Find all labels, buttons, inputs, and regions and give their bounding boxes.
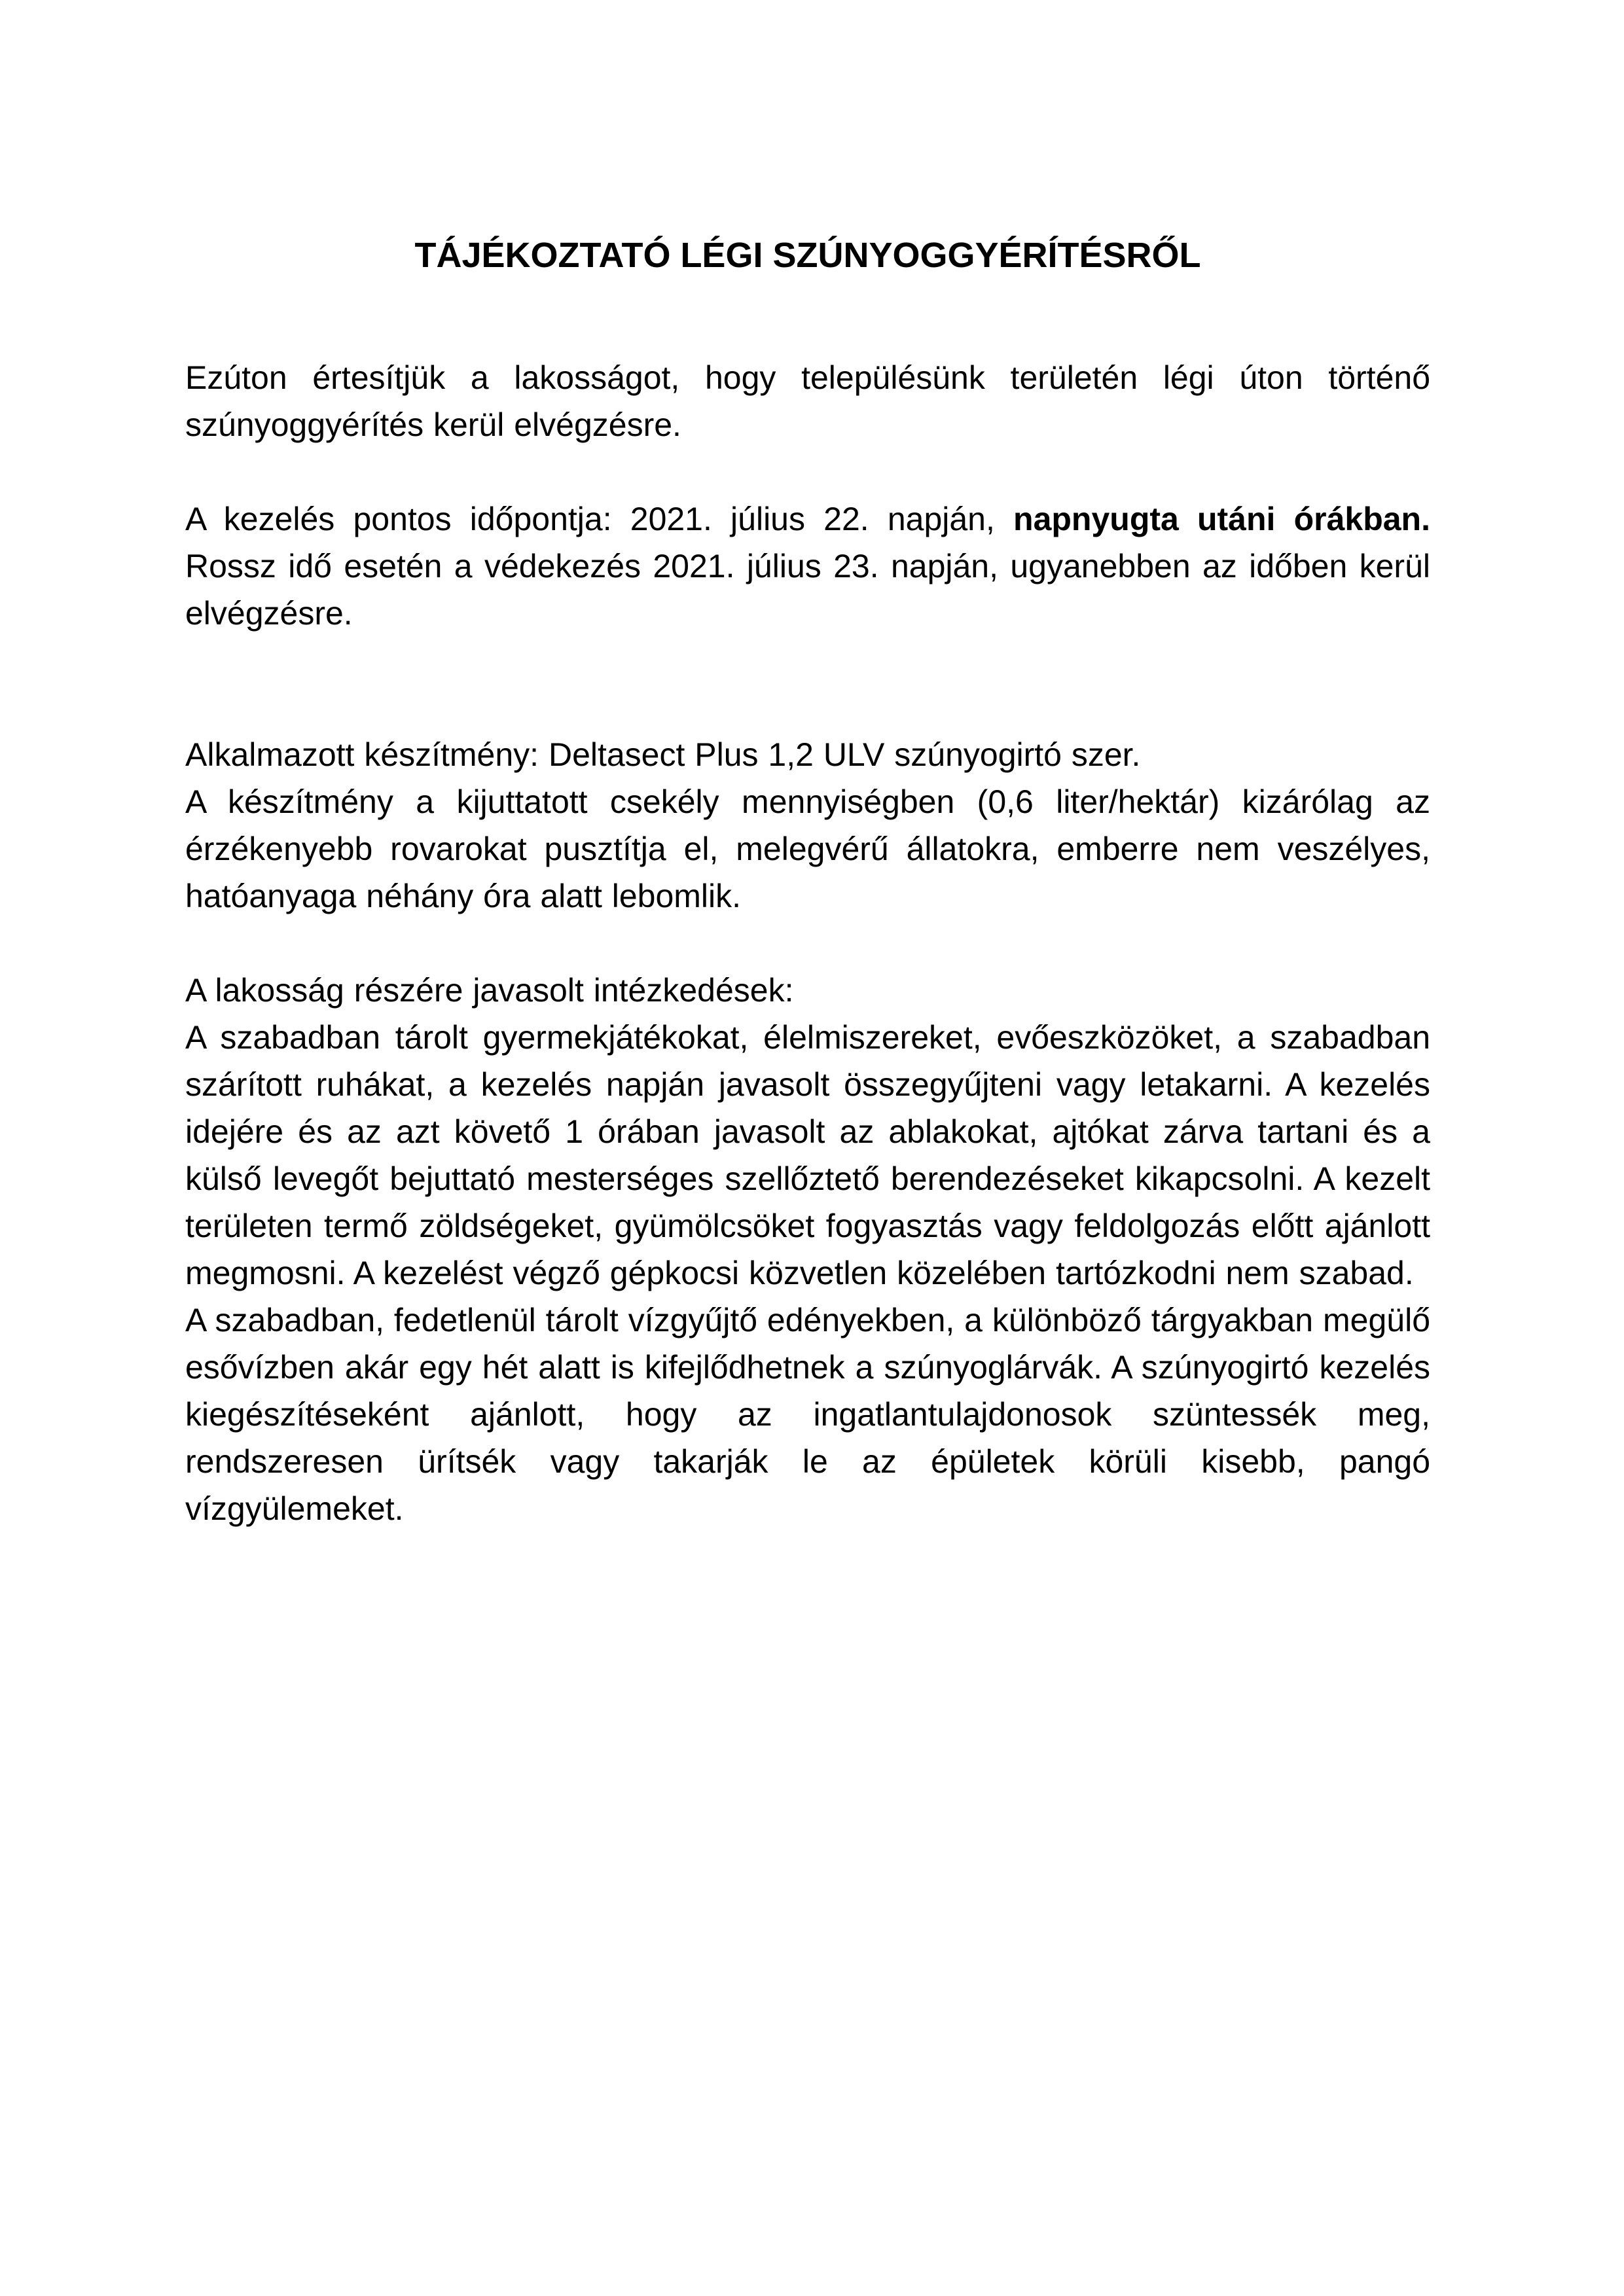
- treatment-time-bold-run: napnyugta utáni órákban.: [1013, 501, 1430, 537]
- document-body: [185, 0, 1430, 1532]
- document-title: TÁJÉKOZTATÓ LÉGI SZÚNYOGGYÉRÍTÉSRŐL: [414, 236, 1201, 275]
- paragraph-measures-details: A szabadban tárolt gyermekjátékokat, élelmiszereket, evőeszközöket, a szabadban szárított ruhákat, a kezelés napján javasolt összegyűjteni vagy letakarni. A kezelés idejére és az azt követő 1 órában javasolt az ablakokat, ajtókat zárva tartani és a külső levegőt bejuttató mesterséges szellőztető berendezéseket kikapcsolni. A kezelt területen termő zöldségeket, gyümölcsöket fogyasztás vagy feldolgozás előtt ajánlott megmosni. A kezelést végző gépkocsi közvetlen közelében tartózkodni nem szabad.: [185, 1019, 1430, 1291]
- paragraph-larvae-advice: A szabadban, fedetlenül tárolt vízgyűjtő edényekben, a különböző tárgyakban megülő esővízben akár egy hét alatt is kifejlődhetnek a szúnyoglárvák. A szúnyogirtó kezelés kiegészítéseként ajánlott, hogy az ingatlantulajdonosok szüntessék meg, rendszeresen ürítsék vagy takarják le az épületek körüli kisebb, pangó vízgyülemeket.: [185, 1302, 1430, 1527]
- paragraph-product-details: A készítmény a kijuttatott csekély mennyiségben (0,6 liter/hektár) kizárólag az érzékenyebb rovarokat pusztítja el, melegvérű állatokra, emberre nem veszélyes, hatóanyaga néhány óra alatt lebomlik.: [185, 783, 1430, 914]
- treatment-date-text-before: A kezelés pontos időpontja: 2021. július 22. napján,: [185, 501, 1014, 537]
- paragraph-announcement: Ezúton értesítjük a lakosságot, hogy településünk területén légi úton történő szúnyoggyérítés kerül elvégzésre.: [185, 359, 1430, 443]
- paragraph-measures-heading: A lakosság részére javasolt intézkedések:: [185, 972, 794, 1009]
- paragraph-product-heading: Alkalmazott készítmény: Deltasect Plus 1,2 ULV szúnyogirtó szer.: [185, 736, 1141, 773]
- treatment-date-text-after: Rossz idő esetén a védekezés 2021. július 23. napján, ugyanebben az időben kerül elvégzésre.: [185, 548, 1430, 632]
- paragraph-treatment-date: [185, 495, 1430, 637]
